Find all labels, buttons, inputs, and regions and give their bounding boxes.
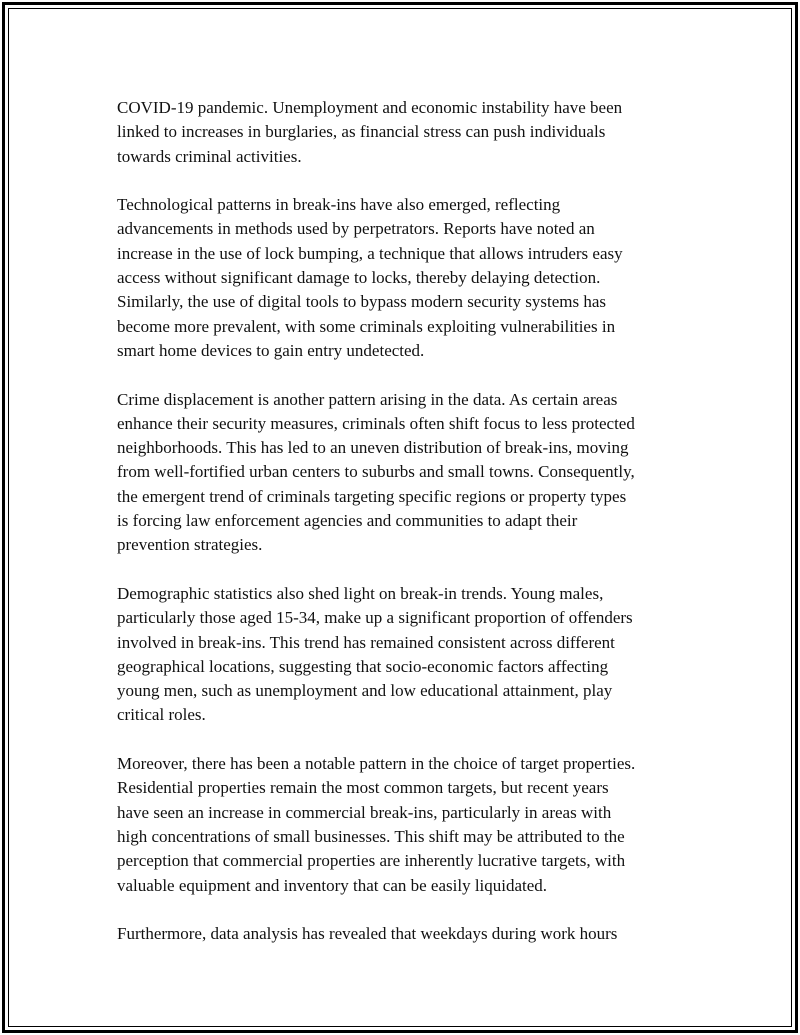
text-line: towards criminal activities. [117, 146, 302, 166]
text-line: increase in the use of lock bumping, a technique that allows intruders easy [117, 243, 623, 263]
page-border [2, 2, 798, 1033]
text-line: valuable equipment and inventory that can be easily liquidated. [117, 875, 548, 895]
text-line: advancements in methods used by perpetrators. Reports have noted an [117, 219, 595, 239]
text-line: Furthermore, data analysis has revealed that weekdays during work hours [117, 924, 618, 944]
text-line: linked to increases in burglaries, as financial stress can push individuals [117, 122, 606, 142]
paragraph-target-properties [117, 752, 697, 898]
text-line: geographical locations, suggesting that socio-economic factors affecting [117, 656, 609, 676]
paragraph-demographic-statistics [117, 582, 697, 728]
text-line: Crime displacement is another pattern arising in the data. As certain areas [117, 389, 618, 409]
text-line: Similarly, the use of digital tools to bypass modern security systems has [117, 292, 607, 312]
text-line: Moreover, there has been a notable pattern in the choice of target properties. [117, 754, 636, 774]
document-body [117, 96, 697, 971]
text-line: young men, such as unemployment and low educational attainment, play [117, 681, 613, 701]
text-line: Technological patterns in break-ins have also emerged, reflecting [117, 195, 561, 215]
text-line: critical roles. [117, 705, 206, 725]
text-line: COVID-19 pandemic. Unemployment and economic instability have been [117, 98, 623, 117]
text-line: access without significant damage to locks, thereby delaying detection. [117, 268, 601, 288]
text-line: is forcing law enforcement agencies and communities to adapt their [117, 511, 578, 531]
text-line: neighborhoods. This has led to an uneven distribution of break-ins, moving [117, 438, 629, 458]
text-line: prevention strategies. [117, 535, 263, 555]
text-line: perception that commercial properties are inherently lucrative targets, with [117, 851, 626, 871]
text-line: involved in break-ins. This trend has remained consistent across different [117, 632, 615, 652]
paragraph-crime-displacement [117, 388, 697, 558]
text-line: smart home devices to gain entry undetected. [117, 340, 425, 360]
text-line: Residential properties remain the most common targets, but recent years [117, 778, 609, 798]
paragraph-technological-patterns [117, 193, 697, 363]
text-line: particularly those aged 15-34, make up a significant proportion of offenders [117, 608, 633, 628]
paragraph-weekday-analysis [117, 922, 697, 946]
text-line: become more prevalent, with some criminals exploiting vulnerabilities in [117, 316, 616, 336]
text-line: the emergent trend of criminals targeting specific regions or property types [117, 486, 627, 506]
text-line: from well-fortified urban centers to suburbs and small towns. Consequently, [117, 462, 635, 482]
text-line: high concentrations of small businesses. This shift may be attributed to the [117, 826, 625, 846]
text-line: enhance their security measures, criminals often shift focus to less protected [117, 413, 635, 433]
paragraph-covid-economic [117, 96, 697, 169]
text-line: have seen an increase in commercial break-ins, particularly in areas with [117, 802, 612, 822]
text-line: Demographic statistics also shed light on break-in trends. Young males, [117, 583, 604, 603]
